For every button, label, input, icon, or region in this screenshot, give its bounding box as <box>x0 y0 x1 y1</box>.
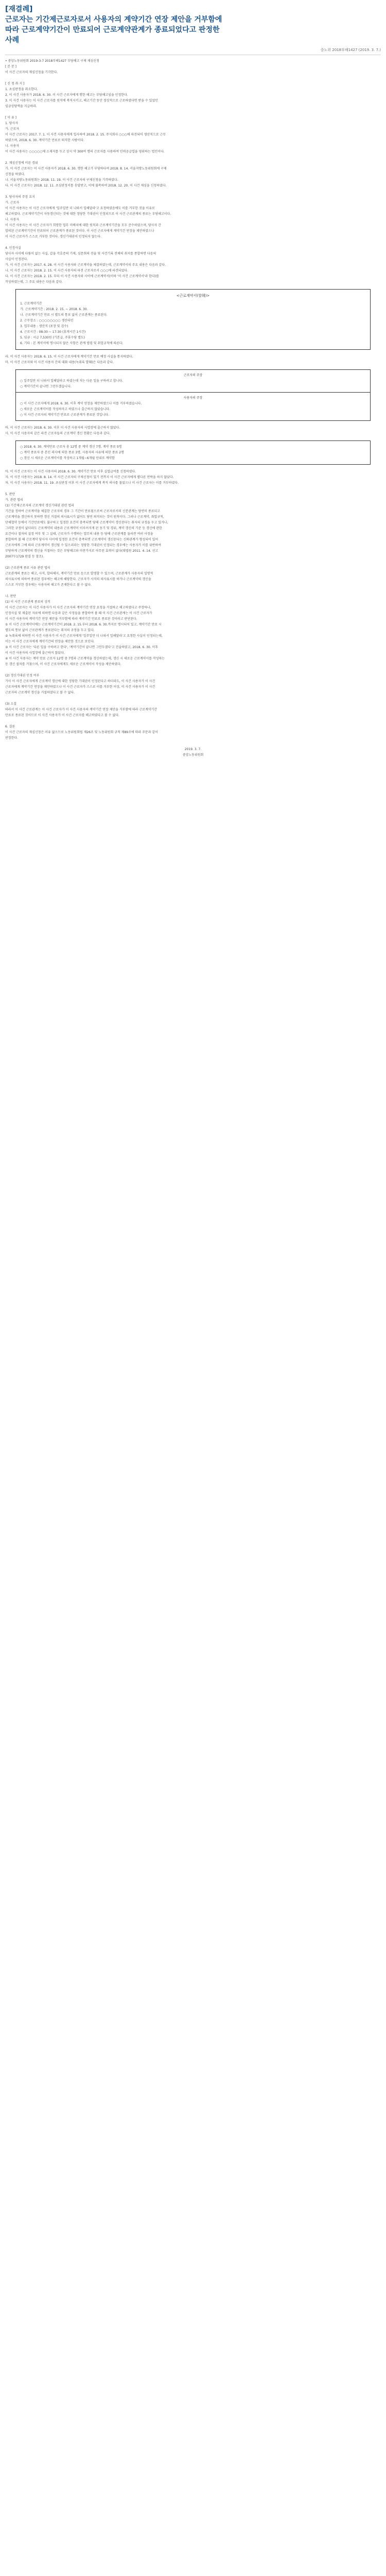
text-line <box>5 667 381 673</box>
text-line: 사. 이 사건 사용자의 같은 파견 근로자들의 근로계약 갱신 현황은 다음과 같다. <box>5 432 111 435</box>
text-line: ① 이 사건 근로계약서에는 근로계약기간이 2018. 2. 15.부터 2018. 6. 30.까지로 명시되어 있고, 계약기간 만료 시 <box>5 623 162 626</box>
text-line: 1. 근로계약기간 <box>20 302 42 306</box>
text-line: 라. 이 사건 사용자는 2018. 6. 15. 이 사건 근로자에게 계약기간 만료 예정 사실을 통지하였다. <box>5 355 133 359</box>
text-line <box>5 696 381 701</box>
text-line: 이 사건 근로자가 스스로 거부한 것이다. 갱신기대권이 인정되지 않는다. <box>5 235 102 239</box>
text-line: 이 사건 근로자는 이 사건 사용자가 이 사건 근로자의 계약기간 연장 요청을 거절하고 해고하였다고 주장하나, <box>5 606 151 609</box>
text-line: 합의된 근로계약기간이 만료되어 근로관계가 종료된 것이다. 이 사건 근로자에게 계약기간 연장을 제안하였으나 <box>5 229 154 233</box>
text-line: 이 사건 사용자는 이 사건 근로자가 희망한 업무 미배치에 대한 원칙과 근로계약기간을 모두 준수하였으며, 당사자 간 <box>5 224 161 227</box>
text-line <box>5 486 381 492</box>
text-line: (2) 근로관계 종료 사유 관련 법리 <box>5 566 50 570</box>
title-line: 근로자는 기간제근로자로서 사용자의 계약기간 연장 제안을 거부함에 <box>5 15 222 24</box>
text-line: 차. 이 사건 사용자는 2018. 11. 19. 초심판정 이후 이 사건 근로자에게 복직 의사를 물었으나 이 사건 근로자는 이를 거부하였다. <box>5 481 179 485</box>
renewal-status-lines <box>20 444 366 461</box>
text-line: 그러한 규정이 없더라도 근로계약의 내용과 근로계약이 이루어지게 된 동기 및 경위, 계약 갱신의 기준 등 갱신에 관한 <box>5 527 162 530</box>
text-line: 나. 사용자 <box>5 144 19 148</box>
text-line: 나. 근로계약기간 만료 시 별도의 통보 없이 근로관계는 종료된다. <box>20 313 108 317</box>
text-line: 이는 이 사건 근로자에게 계약기간의 연장을 제안한 것으로 보인다. <box>5 640 95 643</box>
text-line: 등 갱신 절차를 거쳤으며, 이 사건 근로자에게도 새로운 근로계약서 작성을 제안하였다. <box>5 663 121 666</box>
text-line: 아. 이 사건 근로자는 이 사건 사용자의 2018. 6. 30. 계약기간 만료 이후 실업급여를 신청하였다. <box>5 470 136 473</box>
text-line: 1. 당사자 <box>5 122 19 125</box>
text-line: ② 녹취록에 의하면 이 사건 사용자가 이 사건 근로자에게 '일주일만 더 나와서 일해달라'고 요청한 사실이 인정되는데, <box>5 634 163 638</box>
body-section-mid <box>5 354 381 365</box>
text-line: (2) 갱신기대권 인정 여부 <box>5 674 40 677</box>
text-line: 임금상당액을 지급하라. <box>5 105 37 108</box>
renewal-status-box <box>15 440 371 465</box>
text-line: 이 사건 사용자는 ○○○○○에 소재지를 두고 상시 약 300여 명의 근로자를 사용하여 인력공급업을 영위하는 법인이다. <box>5 150 165 154</box>
text-line: 자. 이 사건 사용자는 2018. 8. 14. 이 사건 근로자의 구제신청이 있기 전까지 이 사건 근로자에게 별다른 연락을 하지 않았다. <box>5 476 174 479</box>
document-body <box>0 55 386 758</box>
text-line: [ 이 유 ] <box>5 116 16 120</box>
text-line: ③ 이 사건 근로자는 '다른 일을 구하려고 한다', '계약기간이 끝나면 그만두겠다'고 진술하였고, 2018. 6. 30. 이후 <box>5 646 159 649</box>
text-line: 나. 서울지방노동위원회는 2018. 11. 19. 이 사건 근로자의 구제신청을 기각하였다. <box>5 178 118 182</box>
text-line: 근로자에게 계약기간 연장을 제안하였으나 이 사건 근로자가 스스로 이를 거부한 이상, 이 사건 사용자가 이 사건 <box>5 685 155 689</box>
text-line: ○ 계약 종료자 중 본인 의사에 의한 종료 3명, 사용자의 사유에 의한 종료 2명 <box>20 451 124 454</box>
text-line: 작성하였는데, 그 주요 내용은 다음과 같다. <box>5 280 63 284</box>
text-line <box>5 718 381 724</box>
text-line: 근로관계의 종료는 해고, 사직, 합의해지, 계약기간 만료 등으로 발생할 수 있으며, 근로관계가 사용자의 일방적 <box>5 572 153 575</box>
claims-employer-caption: 사용자의 주장 <box>183 396 203 400</box>
text-line: ○ 2018. 6. 30. 계약만료 근로자 총 12명 중 계약 갱신 7명, 계약 종료 5명 <box>20 445 122 449</box>
title-line: 따라 근로계약기간이 만료되어 근로계약관계가 종료되었다고 판정한 <box>5 26 220 34</box>
document-header <box>0 0 386 55</box>
text-line: 1. 초심판정을 취소한다. <box>5 88 38 91</box>
title-line: [재결례] <box>5 5 33 13</box>
text-line: 다. 이 사건 근로자는 2018. 2. 15. 부터 이 사건 사용자와 사이에 근로계약서(이하 '이 사건 근로계약서'라 한다)를 <box>5 275 159 278</box>
text-line: 2. 근무장소 : ○○○○○○○○ 생산라인 <box>20 319 74 323</box>
claims-worker-lines <box>20 378 366 389</box>
text-line: ○ 계약기간이 끝나면 그만두겠습니다. <box>20 385 72 388</box>
body-section-top <box>5 58 381 285</box>
text-line: 6. 기타 : 본 계약서에 명시되지 않은 사항은 관계 법령 및 취업규칙에 따른다. <box>20 342 124 345</box>
text-line <box>5 155 381 160</box>
text-line: 부당하게 근로계약의 갱신을 거절하는 것은 부당해고와 마찬가지로 아무런 효력이 없다(대법원 2011. 4. 14. 선고 <box>5 549 159 553</box>
text-line: 중앙노동위원회 <box>182 753 204 757</box>
text-line: 당사자 사이에 다툼이 없는 사실, 갑을 각호증의 기재, 심문회의 진술 및 사건기록 전체의 취지를 종합하면 다음의 <box>5 252 156 256</box>
text-line: 이 사건 근로자의 재심신청은 이유 없으므로 노동위원회법 제26조 및 노동위원회 규칙 제89조에 따라 주문과 같이 <box>5 731 158 734</box>
text-line: 이 사건 사용자는 이 사건 근로자에게 '일주일만 더 나와서 일해달라'고 요청하였음에도 이를 거부한 것을 이유로 <box>5 207 155 210</box>
text-line: 판정한다. <box>5 736 19 740</box>
text-line: 단체협약 등에서 기간만료에도 불구하고 일정한 요건이 충족되면 당해 근로계약이 갱신된다는 취지의 규정을 두고 있거나, <box>5 521 168 524</box>
text-line: 6. 결론 <box>5 725 15 728</box>
case-meta: 중노위 2018부해1427 (2019. 3. 7.) <box>5 47 381 55</box>
text-line: ④ 이 사건 사용자는 계약 만료 근로자 12명 중 7명과 근로계약을 갱신하였는데, 갱신 시 새로운 근로계약서를 작성하는 <box>5 657 165 660</box>
text-line: 5. 판단 <box>5 493 15 496</box>
text-line: 나. 사용자 <box>5 218 19 222</box>
text-line: 3. 당사자의 주장 요지 <box>5 195 35 199</box>
text-line: 사실이 인정된다. <box>5 258 28 261</box>
text-line: 가. 이 사건 근로자는 이 사건 사용자가 2018. 6. 30. 행한 해고가 부당하다며 2018. 8. 14. 서울지방노동위원회에 구제 <box>5 167 167 171</box>
text-line: 이 사건 사용자의 사업장에 출근하지 않았다. <box>5 651 65 655</box>
document-title <box>5 4 381 45</box>
text-line: 다. 이 사건 근로자는 2018. 12. 11. 초심판정서를 송달받고, 이에 불복하여 2018. 12. 20. 이 사건 재심을 신청하였다. <box>5 184 167 188</box>
text-line: (1) 기간제근로자의 근로계약 갱신기대권 관련 법리 <box>5 504 74 507</box>
text-line: ○ 일주일만 더 나와서 일해달라고 하셨는데 저는 다른 일을 구하려고 합니다. <box>20 379 124 383</box>
text-line: 하였으며, 2018. 6. 30. 계약기간 만료로 퇴직한 사람이다. <box>5 139 84 142</box>
text-line: 3. 업무내용 : 생산직 (포장 및 검수) <box>20 325 68 328</box>
text-line: 나. 판단 <box>5 595 16 598</box>
text-line <box>5 741 381 747</box>
text-line: (1) 이 사건 근로관계 종료의 성격 <box>5 600 50 604</box>
title-line: 사례 <box>5 36 20 44</box>
text-line: 이 사건 근로자의 재심신청을 기각한다. <box>5 71 58 74</box>
text-line: 가. 근로자 <box>5 201 19 205</box>
text-line: 근로자에게 그에 따라 근로계약이 갱신될 수 있으리라는 정당한 기대권이 인정되는 경우에는 사용자가 이를 위반하여 <box>5 544 162 547</box>
contract-excerpt-lines <box>20 301 366 346</box>
text-line: 5. 임금 : 시급 7,530원 (기본급, 주휴수당 별도) <box>20 336 85 340</box>
text-line: 해고하였다. 근로계약기간이 자동갱신되는 것에 대한 정당한 기대권이 인정되므로 이 사건 근로관계의 종료는 부당해고이다. <box>5 212 171 216</box>
text-line: 스스로 거부한 경우에는 사용자의 해고가 존재한다고 볼 수 없다. <box>5 583 92 587</box>
text-line: [ 신 청 취 지 ] <box>5 82 25 86</box>
text-line: 이 사건 근로자는 2017. 7. 1. 이 사건 사용자에게 입사하여 2018. 2. 15. 주식회사 ○○○에 파견되어 생산직으로 근무 <box>5 133 166 137</box>
text-line: (3) 소결 <box>5 702 16 706</box>
text-line: 4. 인정사실 <box>5 246 21 250</box>
text-line: ○ 이 사건 근로자의 계약기간 만료로 근로관계가 종료된 것입니다. <box>20 413 110 417</box>
claims-employer-row <box>16 393 370 420</box>
text-line: 2019. 3. 7. <box>184 748 202 751</box>
text-line <box>5 189 381 194</box>
body-section-judgment <box>5 469 381 741</box>
text-line: 2007두1729 판결 등 참조). <box>5 555 44 558</box>
text-line: 만료로 종료된 것이므로 이 사건 사용자가 이 사건 근로자를 해고하였다고 볼 수 없다. <box>5 714 119 717</box>
text-line: 2. 재심신청에 이른 경위 <box>5 161 38 165</box>
text-line: ○ 이 사건 근로자에게 2018. 6. 30. 이후 계약 연장을 제안하였으나 이를 거부하였습니다. <box>20 402 142 405</box>
text-line: 가. 이 사건 근로자는 2017. 6. 28. 이 사건 사용자와 근로계약을 체결하였는데, 근로계약서의 주요 내용은 다음과 같다. <box>5 263 166 267</box>
text-line: 의사표시에 의하여 종료된 경우에는 해고에 해당한다. 근로자가 사직의 의사표시를 하거나 근로계약의 갱신을 <box>5 578 151 581</box>
text-line: 근로자의 근로계약 갱신을 거절하였다고 볼 수 없다. <box>5 691 75 694</box>
claims-box <box>15 369 371 421</box>
text-line: 요건이나 절차의 설정 여부 및 그 실태, 근로자가 수행하는 업무의 내용 등 당해 근로관계를 둘러싼 여러 사정을 <box>5 532 153 536</box>
text-line: ○ 갱신 시 새로운 근로계약서를 작성하고 1개월~6개월 단위로 계약함 <box>20 456 115 460</box>
text-line: 기간을 정하여 근로계약을 체결한 근로자의 경우 그 기간이 만료됨으로써 근로자로서의 신분관계는 당연히 종료되고 <box>5 510 161 513</box>
contract-excerpt-box <box>15 289 371 350</box>
claims-employer-lines <box>20 401 366 418</box>
text-line: 가. 근로자 <box>5 127 19 131</box>
text-line: • 중앙노동위원회 2019-3-7 2018부해1427 부당해고 구제 재심신청 <box>5 59 99 63</box>
claims-worker-caption: 근로자의 주장 <box>183 374 203 377</box>
text-line <box>5 240 381 245</box>
text-line: [ 본 문 ] <box>5 65 16 69</box>
text-line: 종합하여 볼 때 근로계약 당사자 사이에 일정한 요건이 충족되면 근로계약이 갱신된다는 신뢰관계가 형성되어 있어 <box>5 538 159 541</box>
text-line: 근로계약을 갱신하지 못하면 갱신 거절의 의사표시가 없어도 당연 퇴직되는 것이 원칙이다. 그러나 근로계약, 취업규칙, <box>5 515 164 519</box>
text-line: ○ 새로운 근로계약서를 작성하자고 하였으나 출근하지 않았습니다. <box>20 408 111 411</box>
text-line <box>5 588 381 594</box>
text-line: 바. 이 사건 근로자는 2018. 6. 30. 이후 이 사건 사용자의 사업장에 출근하지 않았다. <box>5 426 120 430</box>
text-line: 이 사건 사용자의 계약기간 연장 제안을 거부함에 따라 계약기간 만료로 종료된 것이라고 판단된다. <box>5 617 137 621</box>
text-line: 신청을 하였다. <box>5 173 25 176</box>
contract-excerpt-caption: <근로계약서(발췌)> <box>176 294 210 298</box>
text-line <box>5 75 381 81</box>
text-line: 가. 근로계약기간 : 2018. 2. 15. ~ 2018. 6. 30. <box>20 308 88 311</box>
text-line: 2. 이 사건 사용자가 2018. 6. 30. 이 사건 근로자에게 행한 해고는 부당해고임을 인정한다. <box>5 93 128 97</box>
text-line: 나. 이 사건 근로자는 2018. 2. 15. 이 사건 사용자의 파견 근로자로서 ○○○에 파견되었다. <box>5 269 129 273</box>
body-section-after-claims <box>5 425 381 436</box>
text-line: 따라서 이 사건 근로관계는 이 사건 근로자가 이 사건 사용자의 계약기간 연장 제안을 거부함에 따라 근로계약기간 <box>5 708 157 711</box>
text-line: 별도의 통보 없이 근로관계가 종료된다는 취지의 규정을 두고 있다. <box>5 629 95 632</box>
text-line: 마. 이 사건 근로자와 이 사건 사용자 간의 대화 내용(녹취록 발췌)은 다음과 같다. <box>5 361 114 364</box>
text-line: 가. 관련 법리 <box>5 498 23 502</box>
text-line: 가사 이 사건 근로자에게 근로계약 갱신에 대한 정당한 기대권이 인정된다고 하더라도, 이 사건 사용자가 이 사건 <box>5 680 155 683</box>
text-line: 4. 근로시간 : 08:30 ~ 17:30 (휴게시간 1시간) <box>20 330 86 334</box>
text-line: 3. 이 사건 사용자는 이 사건 근로자를 원직에 복직시키고, 해고기간 동안 정상적으로 근로하였다면 받을 수 있었던 <box>5 99 159 103</box>
text-line: 인정사실 및 제출된 자료에 의하면 다음과 같은 사정들을 종합하여 볼 때 이 사건 근로관계는 이 사건 근로자가 <box>5 612 152 615</box>
text-line <box>5 560 381 565</box>
claims-worker-row <box>16 370 370 393</box>
closing-section <box>5 741 381 758</box>
text-line <box>5 109 381 115</box>
